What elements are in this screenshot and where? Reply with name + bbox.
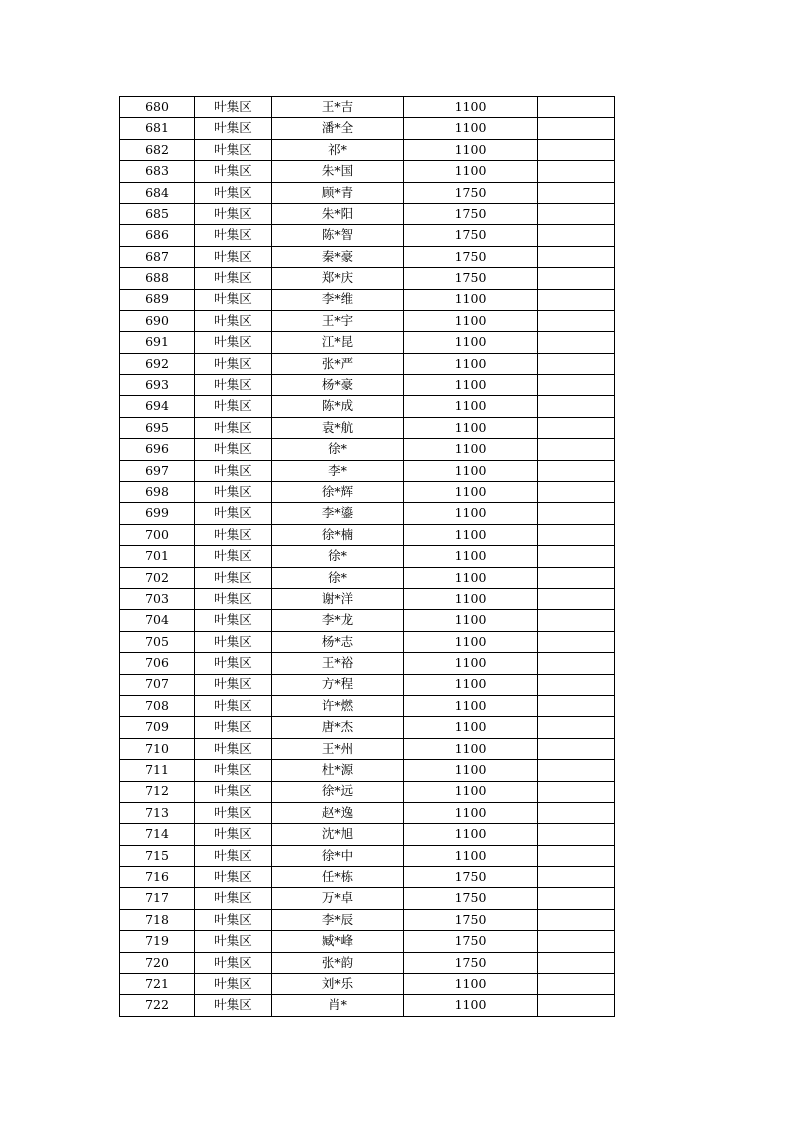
row-number-cell: 682 <box>120 139 195 160</box>
name-cell: 臧*峰 <box>272 931 404 952</box>
district-cell: 叶集区 <box>195 182 272 203</box>
note-cell <box>538 674 615 695</box>
note-cell <box>538 482 615 503</box>
table-row <box>120 268 615 289</box>
row-number-cell: 718 <box>120 909 195 930</box>
row-number-cell: 696 <box>120 439 195 460</box>
name-cell: 刘*乐 <box>272 974 404 995</box>
table-row <box>120 482 615 503</box>
row-number-cell: 701 <box>120 546 195 567</box>
table-row <box>120 503 615 524</box>
name-cell: 方*程 <box>272 674 404 695</box>
note-cell <box>538 588 615 609</box>
note-cell <box>538 118 615 139</box>
amount-cell: 1100 <box>404 760 538 781</box>
table-row <box>120 289 615 310</box>
table-row <box>120 760 615 781</box>
note-cell <box>538 824 615 845</box>
district-cell: 叶集区 <box>195 695 272 716</box>
table-row <box>120 931 615 952</box>
name-cell: 王*裕 <box>272 653 404 674</box>
amount-cell: 1750 <box>404 182 538 203</box>
note-cell <box>538 888 615 909</box>
name-cell: 陈*智 <box>272 225 404 246</box>
district-cell: 叶集区 <box>195 246 272 267</box>
row-number-cell: 698 <box>120 482 195 503</box>
district-cell: 叶集区 <box>195 888 272 909</box>
note-cell <box>538 310 615 331</box>
amount-cell: 1100 <box>404 417 538 438</box>
amount-cell: 1100 <box>404 674 538 695</box>
row-number-cell: 715 <box>120 845 195 866</box>
amount-cell: 1100 <box>404 524 538 545</box>
table-row <box>120 524 615 545</box>
roster-body <box>120 97 615 1017</box>
amount-cell: 1100 <box>404 717 538 738</box>
note-cell <box>538 567 615 588</box>
name-cell: 李*鎏 <box>272 503 404 524</box>
name-cell: 朱*阳 <box>272 203 404 224</box>
table-row <box>120 952 615 973</box>
row-number-cell: 684 <box>120 182 195 203</box>
name-cell: 郑*庆 <box>272 268 404 289</box>
name-cell: 祁* <box>272 139 404 160</box>
amount-cell: 1100 <box>404 567 538 588</box>
note-cell <box>538 717 615 738</box>
amount-cell: 1100 <box>404 503 538 524</box>
row-number-cell: 704 <box>120 610 195 631</box>
name-cell: 顾*青 <box>272 182 404 203</box>
note-cell <box>538 524 615 545</box>
table-row <box>120 439 615 460</box>
amount-cell: 1100 <box>404 781 538 802</box>
name-cell: 袁*航 <box>272 417 404 438</box>
row-number-cell: 689 <box>120 289 195 310</box>
district-cell: 叶集区 <box>195 375 272 396</box>
name-cell: 杨*豪 <box>272 375 404 396</box>
district-cell: 叶集区 <box>195 588 272 609</box>
amount-cell: 1750 <box>404 909 538 930</box>
table-row <box>120 888 615 909</box>
district-cell: 叶集区 <box>195 546 272 567</box>
district-cell: 叶集区 <box>195 460 272 481</box>
row-number-cell: 716 <box>120 867 195 888</box>
district-cell: 叶集区 <box>195 161 272 182</box>
name-cell: 李*维 <box>272 289 404 310</box>
name-cell: 赵*逸 <box>272 802 404 823</box>
row-number-cell: 711 <box>120 760 195 781</box>
note-cell <box>538 375 615 396</box>
district-cell: 叶集区 <box>195 760 272 781</box>
district-cell: 叶集区 <box>195 203 272 224</box>
note-cell <box>538 653 615 674</box>
name-cell: 王*宇 <box>272 310 404 331</box>
district-cell: 叶集区 <box>195 139 272 160</box>
row-number-cell: 705 <box>120 631 195 652</box>
amount-cell: 1750 <box>404 931 538 952</box>
row-number-cell: 693 <box>120 375 195 396</box>
amount-cell: 1750 <box>404 888 538 909</box>
amount-cell: 1750 <box>404 203 538 224</box>
row-number-cell: 686 <box>120 225 195 246</box>
table-row <box>120 738 615 759</box>
district-cell: 叶集区 <box>195 931 272 952</box>
name-cell: 徐* <box>272 546 404 567</box>
district-cell: 叶集区 <box>195 289 272 310</box>
row-number-cell: 721 <box>120 974 195 995</box>
amount-cell: 1100 <box>404 631 538 652</box>
table-row <box>120 396 615 417</box>
table-row <box>120 653 615 674</box>
name-cell: 杨*志 <box>272 631 404 652</box>
amount-cell: 1100 <box>404 139 538 160</box>
row-number-cell: 702 <box>120 567 195 588</box>
table-row <box>120 182 615 203</box>
name-cell: 李*龙 <box>272 610 404 631</box>
table-row <box>120 717 615 738</box>
amount-cell: 1750 <box>404 867 538 888</box>
table-row <box>120 695 615 716</box>
amount-cell: 1750 <box>404 268 538 289</box>
table-row <box>120 867 615 888</box>
district-cell: 叶集区 <box>195 631 272 652</box>
amount-cell: 1100 <box>404 824 538 845</box>
name-cell: 陈*成 <box>272 396 404 417</box>
district-cell: 叶集区 <box>195 225 272 246</box>
name-cell: 张*严 <box>272 353 404 374</box>
note-cell <box>538 289 615 310</box>
district-cell: 叶集区 <box>195 824 272 845</box>
name-cell: 潘*全 <box>272 118 404 139</box>
row-number-cell: 703 <box>120 588 195 609</box>
district-cell: 叶集区 <box>195 952 272 973</box>
table-row <box>120 995 615 1016</box>
table-row <box>120 781 615 802</box>
row-number-cell: 710 <box>120 738 195 759</box>
note-cell <box>538 952 615 973</box>
district-cell: 叶集区 <box>195 738 272 759</box>
note-cell <box>538 738 615 759</box>
note-cell <box>538 909 615 930</box>
name-cell: 沈*旭 <box>272 824 404 845</box>
district-cell: 叶集区 <box>195 995 272 1016</box>
amount-cell: 1100 <box>404 161 538 182</box>
district-cell: 叶集区 <box>195 610 272 631</box>
amount-cell: 1100 <box>404 396 538 417</box>
name-cell: 徐*中 <box>272 845 404 866</box>
note-cell <box>538 182 615 203</box>
amount-cell: 1750 <box>404 246 538 267</box>
name-cell: 唐*杰 <box>272 717 404 738</box>
row-number-cell: 722 <box>120 995 195 1016</box>
row-number-cell: 700 <box>120 524 195 545</box>
district-cell: 叶集区 <box>195 845 272 866</box>
district-cell: 叶集区 <box>195 653 272 674</box>
amount-cell: 1100 <box>404 653 538 674</box>
district-cell: 叶集区 <box>195 482 272 503</box>
note-cell <box>538 760 615 781</box>
name-cell: 谢*洋 <box>272 588 404 609</box>
row-number-cell: 697 <box>120 460 195 481</box>
note-cell <box>538 268 615 289</box>
row-number-cell: 714 <box>120 824 195 845</box>
table-row <box>120 674 615 695</box>
row-number-cell: 709 <box>120 717 195 738</box>
amount-cell: 1100 <box>404 460 538 481</box>
note-cell <box>538 867 615 888</box>
note-cell <box>538 781 615 802</box>
row-number-cell: 680 <box>120 97 195 118</box>
amount-cell: 1100 <box>404 546 538 567</box>
table-row <box>120 546 615 567</box>
table-row <box>120 97 615 118</box>
name-cell: 李*辰 <box>272 909 404 930</box>
amount-cell: 1100 <box>404 802 538 823</box>
note-cell <box>538 225 615 246</box>
table-row <box>120 802 615 823</box>
amount-cell: 1100 <box>404 588 538 609</box>
amount-cell: 1100 <box>404 974 538 995</box>
row-number-cell: 717 <box>120 888 195 909</box>
table-row <box>120 610 615 631</box>
name-cell: 王*州 <box>272 738 404 759</box>
note-cell <box>538 695 615 716</box>
name-cell: 徐* <box>272 567 404 588</box>
amount-cell: 1100 <box>404 482 538 503</box>
district-cell: 叶集区 <box>195 717 272 738</box>
district-cell: 叶集区 <box>195 674 272 695</box>
table-row <box>120 417 615 438</box>
row-number-cell: 712 <box>120 781 195 802</box>
table-row <box>120 161 615 182</box>
row-number-cell: 699 <box>120 503 195 524</box>
name-cell: 秦*豪 <box>272 246 404 267</box>
table-row <box>120 974 615 995</box>
note-cell <box>538 396 615 417</box>
table-row <box>120 588 615 609</box>
table-row <box>120 824 615 845</box>
district-cell: 叶集区 <box>195 524 272 545</box>
district-cell: 叶集区 <box>195 353 272 374</box>
table-row <box>120 460 615 481</box>
amount-cell: 1100 <box>404 310 538 331</box>
note-cell <box>538 139 615 160</box>
row-number-cell: 707 <box>120 674 195 695</box>
amount-cell: 1100 <box>404 995 538 1016</box>
row-number-cell: 690 <box>120 310 195 331</box>
note-cell <box>538 332 615 353</box>
table-row <box>120 225 615 246</box>
amount-cell: 1100 <box>404 738 538 759</box>
table-row <box>120 203 615 224</box>
note-cell <box>538 246 615 267</box>
table-row <box>120 567 615 588</box>
note-cell <box>538 546 615 567</box>
row-number-cell: 687 <box>120 246 195 267</box>
district-cell: 叶集区 <box>195 268 272 289</box>
row-number-cell: 681 <box>120 118 195 139</box>
amount-cell: 1750 <box>404 225 538 246</box>
table-row <box>120 332 615 353</box>
district-cell: 叶集区 <box>195 439 272 460</box>
note-cell <box>538 631 615 652</box>
table-row <box>120 246 615 267</box>
name-cell: 王*吉 <box>272 97 404 118</box>
note-cell <box>538 503 615 524</box>
table-row <box>120 375 615 396</box>
table-row <box>120 118 615 139</box>
table-row <box>120 845 615 866</box>
row-number-cell: 694 <box>120 396 195 417</box>
name-cell: 朱*国 <box>272 161 404 182</box>
district-cell: 叶集区 <box>195 867 272 888</box>
district-cell: 叶集区 <box>195 97 272 118</box>
row-number-cell: 713 <box>120 802 195 823</box>
roster-table <box>119 96 615 1017</box>
district-cell: 叶集区 <box>195 396 272 417</box>
district-cell: 叶集区 <box>195 802 272 823</box>
amount-cell: 1100 <box>404 375 538 396</box>
district-cell: 叶集区 <box>195 567 272 588</box>
name-cell: 万*卓 <box>272 888 404 909</box>
row-number-cell: 720 <box>120 952 195 973</box>
row-number-cell: 685 <box>120 203 195 224</box>
note-cell <box>538 931 615 952</box>
district-cell: 叶集区 <box>195 417 272 438</box>
name-cell: 李* <box>272 460 404 481</box>
note-cell <box>538 353 615 374</box>
district-cell: 叶集区 <box>195 310 272 331</box>
note-cell <box>538 802 615 823</box>
name-cell: 徐*辉 <box>272 482 404 503</box>
table-row <box>120 353 615 374</box>
table-row <box>120 909 615 930</box>
note-cell <box>538 845 615 866</box>
name-cell: 徐*楠 <box>272 524 404 545</box>
row-number-cell: 688 <box>120 268 195 289</box>
note-cell <box>538 439 615 460</box>
district-cell: 叶集区 <box>195 332 272 353</box>
note-cell <box>538 417 615 438</box>
note-cell <box>538 974 615 995</box>
amount-cell: 1100 <box>404 610 538 631</box>
name-cell: 肖* <box>272 995 404 1016</box>
row-number-cell: 691 <box>120 332 195 353</box>
note-cell <box>538 203 615 224</box>
name-cell: 张*韵 <box>272 952 404 973</box>
note-cell <box>538 995 615 1016</box>
row-number-cell: 706 <box>120 653 195 674</box>
table-row <box>120 139 615 160</box>
note-cell <box>538 610 615 631</box>
amount-cell: 1750 <box>404 952 538 973</box>
name-cell: 徐*远 <box>272 781 404 802</box>
name-cell: 徐* <box>272 439 404 460</box>
row-number-cell: 683 <box>120 161 195 182</box>
row-number-cell: 692 <box>120 353 195 374</box>
district-cell: 叶集区 <box>195 503 272 524</box>
district-cell: 叶集区 <box>195 974 272 995</box>
note-cell <box>538 460 615 481</box>
district-cell: 叶集区 <box>195 781 272 802</box>
name-cell: 任*栋 <box>272 867 404 888</box>
name-cell: 江*昆 <box>272 332 404 353</box>
row-number-cell: 695 <box>120 417 195 438</box>
name-cell: 杜*源 <box>272 760 404 781</box>
row-number-cell: 708 <box>120 695 195 716</box>
amount-cell: 1100 <box>404 289 538 310</box>
amount-cell: 1100 <box>404 439 538 460</box>
district-cell: 叶集区 <box>195 909 272 930</box>
amount-cell: 1100 <box>404 353 538 374</box>
amount-cell: 1100 <box>404 332 538 353</box>
district-cell: 叶集区 <box>195 118 272 139</box>
row-number-cell: 719 <box>120 931 195 952</box>
amount-cell: 1100 <box>404 97 538 118</box>
amount-cell: 1100 <box>404 118 538 139</box>
name-cell: 许*燃 <box>272 695 404 716</box>
note-cell <box>538 97 615 118</box>
note-cell <box>538 161 615 182</box>
table-row <box>120 310 615 331</box>
table-row <box>120 631 615 652</box>
amount-cell: 1100 <box>404 695 538 716</box>
amount-cell: 1100 <box>404 845 538 866</box>
